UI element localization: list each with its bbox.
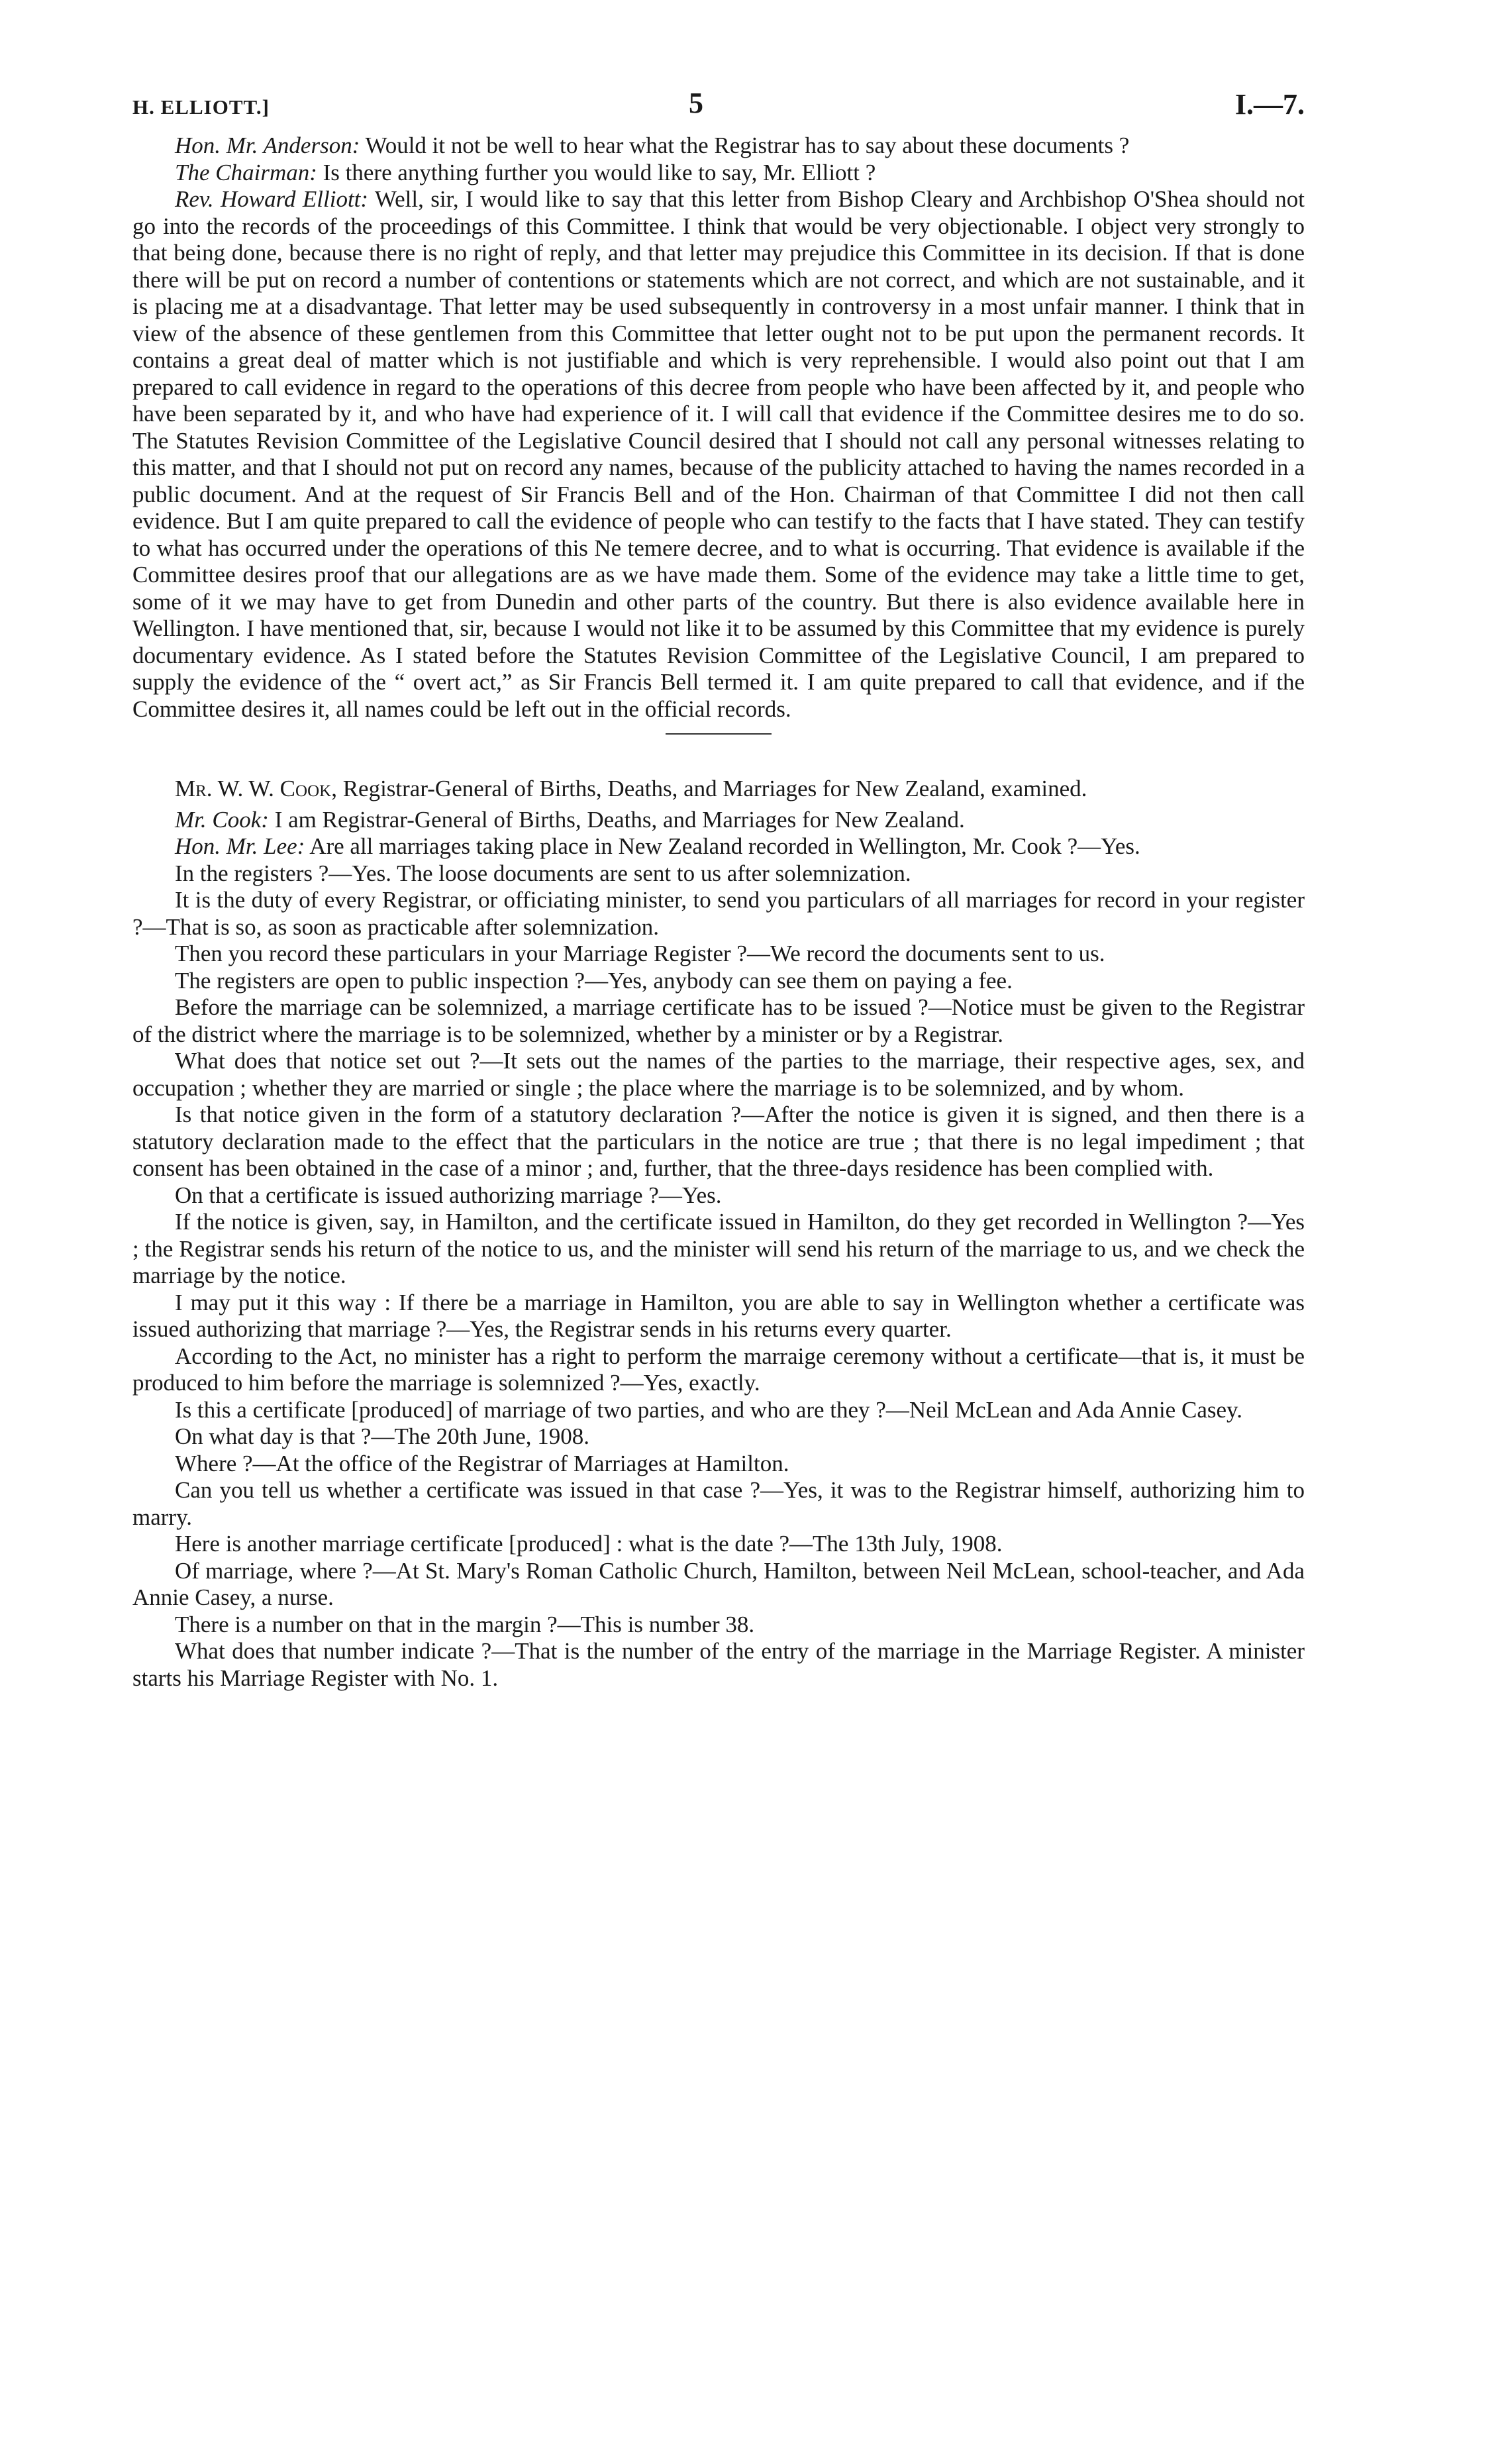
testimony-paragraph bbox=[132, 994, 1305, 1048]
speaker-name: Mr. Cook: bbox=[175, 806, 269, 833]
paragraph-text: Is there anything further you would like to say, Mr. Elliott ? bbox=[317, 159, 876, 185]
testimony-paragraph bbox=[132, 941, 1305, 968]
paragraph-text: Before the marriage can be solemnized, a marriage certificate has to be issued ?—Notice must be given to the Registrar of the district where the marriage is to be solemnized, whether by a minister or by a Registrar. bbox=[132, 994, 1305, 1047]
paragraph-text: Where ?—At the office of the Registrar of Marriages at Hamilton. bbox=[175, 1450, 789, 1476]
speaker-name: Hon. Mr. Lee: bbox=[175, 833, 305, 859]
paragraph-text: According to the Act, no minister has a right to perform the marraige ceremony without a certificate—that is, it must be produced to him before the marriage is solemnized ?—Yes, exactly. bbox=[132, 1343, 1305, 1396]
testimony-paragraph bbox=[132, 1451, 1305, 1478]
page-number: 5 bbox=[689, 87, 703, 119]
paragraph-text: On that a certificate is issued authorizing marriage ?—Yes. bbox=[175, 1182, 722, 1208]
paragraph-text: I am Registrar-General of Births, Deaths, and Marriages for New Zealand. bbox=[268, 806, 965, 833]
testimony-paragraph bbox=[132, 860, 1305, 888]
testimony-paragraph bbox=[132, 1209, 1305, 1290]
testimony-paragraph bbox=[132, 1612, 1305, 1639]
testimony-paragraph bbox=[132, 1638, 1305, 1692]
paragraph-text: I may put it this way : If there be a marriage in Hamilton, you are able to say in Wellington whether a certificate was issued authorizing that marriage ?—Yes, the Registrar sends in his returns every quarter. bbox=[132, 1289, 1305, 1342]
testimony-paragraph bbox=[132, 887, 1305, 941]
running-head bbox=[132, 86, 1305, 132]
paragraph-text: Would it not be well to hear what the Registrar has to say about these documents ? bbox=[360, 132, 1130, 158]
paragraph-text: Is that notice given in the form of a statutory declaration ?—After the notice is given it is signed, and then there is a statutory declaration made to the effect that the particulars in the notice are true ; that there is no legal impediment ; that consent has been obtained in the case of a minor ; and, further, that the three-days residence has been complied with. bbox=[132, 1102, 1305, 1181]
speaker-name: The Chairman: bbox=[175, 159, 317, 185]
section-divider bbox=[666, 733, 772, 735]
testimony-paragraph bbox=[132, 1343, 1305, 1397]
paragraph-text: In the registers ?—Yes. The loose documents are sent to us after solemnization. bbox=[175, 860, 911, 886]
cook-examination bbox=[132, 807, 1305, 1692]
testimony-paragraph bbox=[132, 1290, 1305, 1343]
testimony-paragraph bbox=[132, 160, 1305, 187]
paragraph-text: The registers are open to public inspection ?—Yes, anybody can see them on paying a fee. bbox=[175, 967, 1013, 994]
testimony-paragraph bbox=[132, 807, 1305, 834]
testimony-paragraph bbox=[132, 833, 1305, 860]
paragraph-text: There is a number on that in the margin ?—This is number 38. bbox=[175, 1611, 755, 1637]
document-page bbox=[132, 86, 1305, 1692]
testimony-paragraph bbox=[132, 1397, 1305, 1424]
testimony-paragraph bbox=[132, 1558, 1305, 1612]
elliott-testimony bbox=[132, 132, 1305, 723]
paragraph-text: Are all marriages taking place in New Zealand recorded in Wellington, Mr. Cook ?—Yes. bbox=[305, 833, 1140, 859]
paragraph-text: Then you record these particulars in your Marriage Register ?—We record the documents sent to us. bbox=[175, 941, 1105, 966]
testimony-paragraph bbox=[132, 1531, 1305, 1558]
testimony-paragraph bbox=[132, 186, 1305, 723]
paragraph-text: Can you tell us whether a certificate was issued in that case ?—Yes, it was to the Registrar himself, authorizing him to marry. bbox=[132, 1477, 1305, 1530]
witness-name: Mr. W. W. Cook bbox=[175, 776, 332, 801]
paragraph-text: On what day is that ?—The 20th June, 1908. bbox=[175, 1423, 590, 1449]
speaker-name: Rev. Howard Elliott: bbox=[175, 186, 369, 212]
witness-title: , Registrar-General of Births, Deaths, and Marriages for New Zealand, examined. bbox=[331, 776, 1087, 801]
paragraph-text: Of marriage, where ?—At St. Mary's Roman Catholic Church, Hamilton, between Neil McLean, school-teacher, and Ada Annie Casey, a nurse. bbox=[132, 1557, 1305, 1610]
testimony-paragraph bbox=[132, 1182, 1305, 1209]
testimony-paragraph bbox=[132, 1423, 1305, 1451]
testimony-paragraph bbox=[132, 968, 1305, 995]
paragraph-text: Is this a certificate [produced] of marriage of two parties, and who are they ?—Neil McLean and Ada Annie Casey. bbox=[175, 1396, 1242, 1423]
paper-reference: I.—7. bbox=[1234, 88, 1305, 121]
testimony-paragraph bbox=[132, 1102, 1305, 1182]
testimony-paragraph bbox=[132, 132, 1305, 160]
paragraph-text: What does that notice set out ?—It sets out the names of the parties to the marriage, their respective ages, sex, and occupation ; whether they are married or single ; the place where the marriage is to be solemnized, and by whom. bbox=[132, 1048, 1305, 1101]
paragraph-text: It is the duty of every Registrar, or officiating minister, to send you particulars of all marriages for record in your register ?—That is so, as soon as practicable after solemnization. bbox=[132, 887, 1305, 940]
testimony-paragraph bbox=[132, 1048, 1305, 1102]
witness-heading bbox=[132, 776, 1305, 803]
paragraph-text: Here is another marriage certificate [produced] : what is the date ?—The 13th July, 1908. bbox=[175, 1531, 1003, 1557]
testimony-paragraph bbox=[132, 1477, 1305, 1531]
paragraph-text: Well, sir, I would like to say that this letter from Bishop Cleary and Archbishop O'Shea should not go into the records of the proceedings of this Committee. I think that would be very objectionable. I object very strongly to that being done, because there is no right of reply, and that letter may prejudice this Committee in its decision. If that is done there will be put on record a number of contentions or statements which are not correct, and which are not sustainable, and it is placing me at a disadvantage. That letter may be used subsequently in controversy in a most unfair manner. I think that in view of the absence of these gentlemen from this Committee that letter ought not to be put upon the permanent records. It contains a great deal of matter which is not justifiable and which is very reprehensible. I would also point out that I am prepared to call evidence in regard to the operations of this decree from people who have been affected by it, and people who have been separated by it, and who have had experience of it. I will call that evidence if the Committee desires me to do so. The Statutes Revision Committee of the Legislative Council desired that I should not call any personal witnesses relating to this matter, and that I should not put on record any names, because of the publicity attached to having the names recorded in a public document. And at the request of Sir Francis Bell and of the Hon. Chairman of that Committee I did not then call evidence. But I am quite prepared to call the evidence of people who can testify to the facts that I have stated. They can testify to what has occurred under the operations of this Ne temere decree, and to what is occurring. That evidence is available if the Committee desires proof that our allegations are as we have made them. Some of the evidence may take a little time to get, some of it we may have to get from Dunedin and other parts of the country. But there is also evidence available here in Wellington. I have mentioned that, sir, because I would not like it to be assumed by this Committee that my evidence is purely documentary evidence. As I stated before the Statutes Revision Committee of the Legislative Council, I am prepared to supply the evidence of the “ overt act,” as Sir Francis Bell termed it. I am quite prepared to call that evidence, and if the Committee desires it, all names could be left out in the official records. bbox=[132, 186, 1305, 722]
paragraph-text: If the notice is given, say, in Hamilton, and the certificate issued in Hamilton, do they get recorded in Wellington ?—Yes ; the Registrar sends his return of the notice to us, and the minister will send his return of the marriage to us, and we check the marriage by the notice. bbox=[132, 1209, 1305, 1288]
paragraph-text: What does that number indicate ?—That is the number of the entry of the marriage in the Marriage Register. A minister starts his Marriage Register with No. 1. bbox=[132, 1638, 1305, 1691]
header-witness-name: H. ELLIOTT.] bbox=[132, 95, 270, 119]
speaker-name: Hon. Mr. Anderson: bbox=[175, 132, 360, 158]
